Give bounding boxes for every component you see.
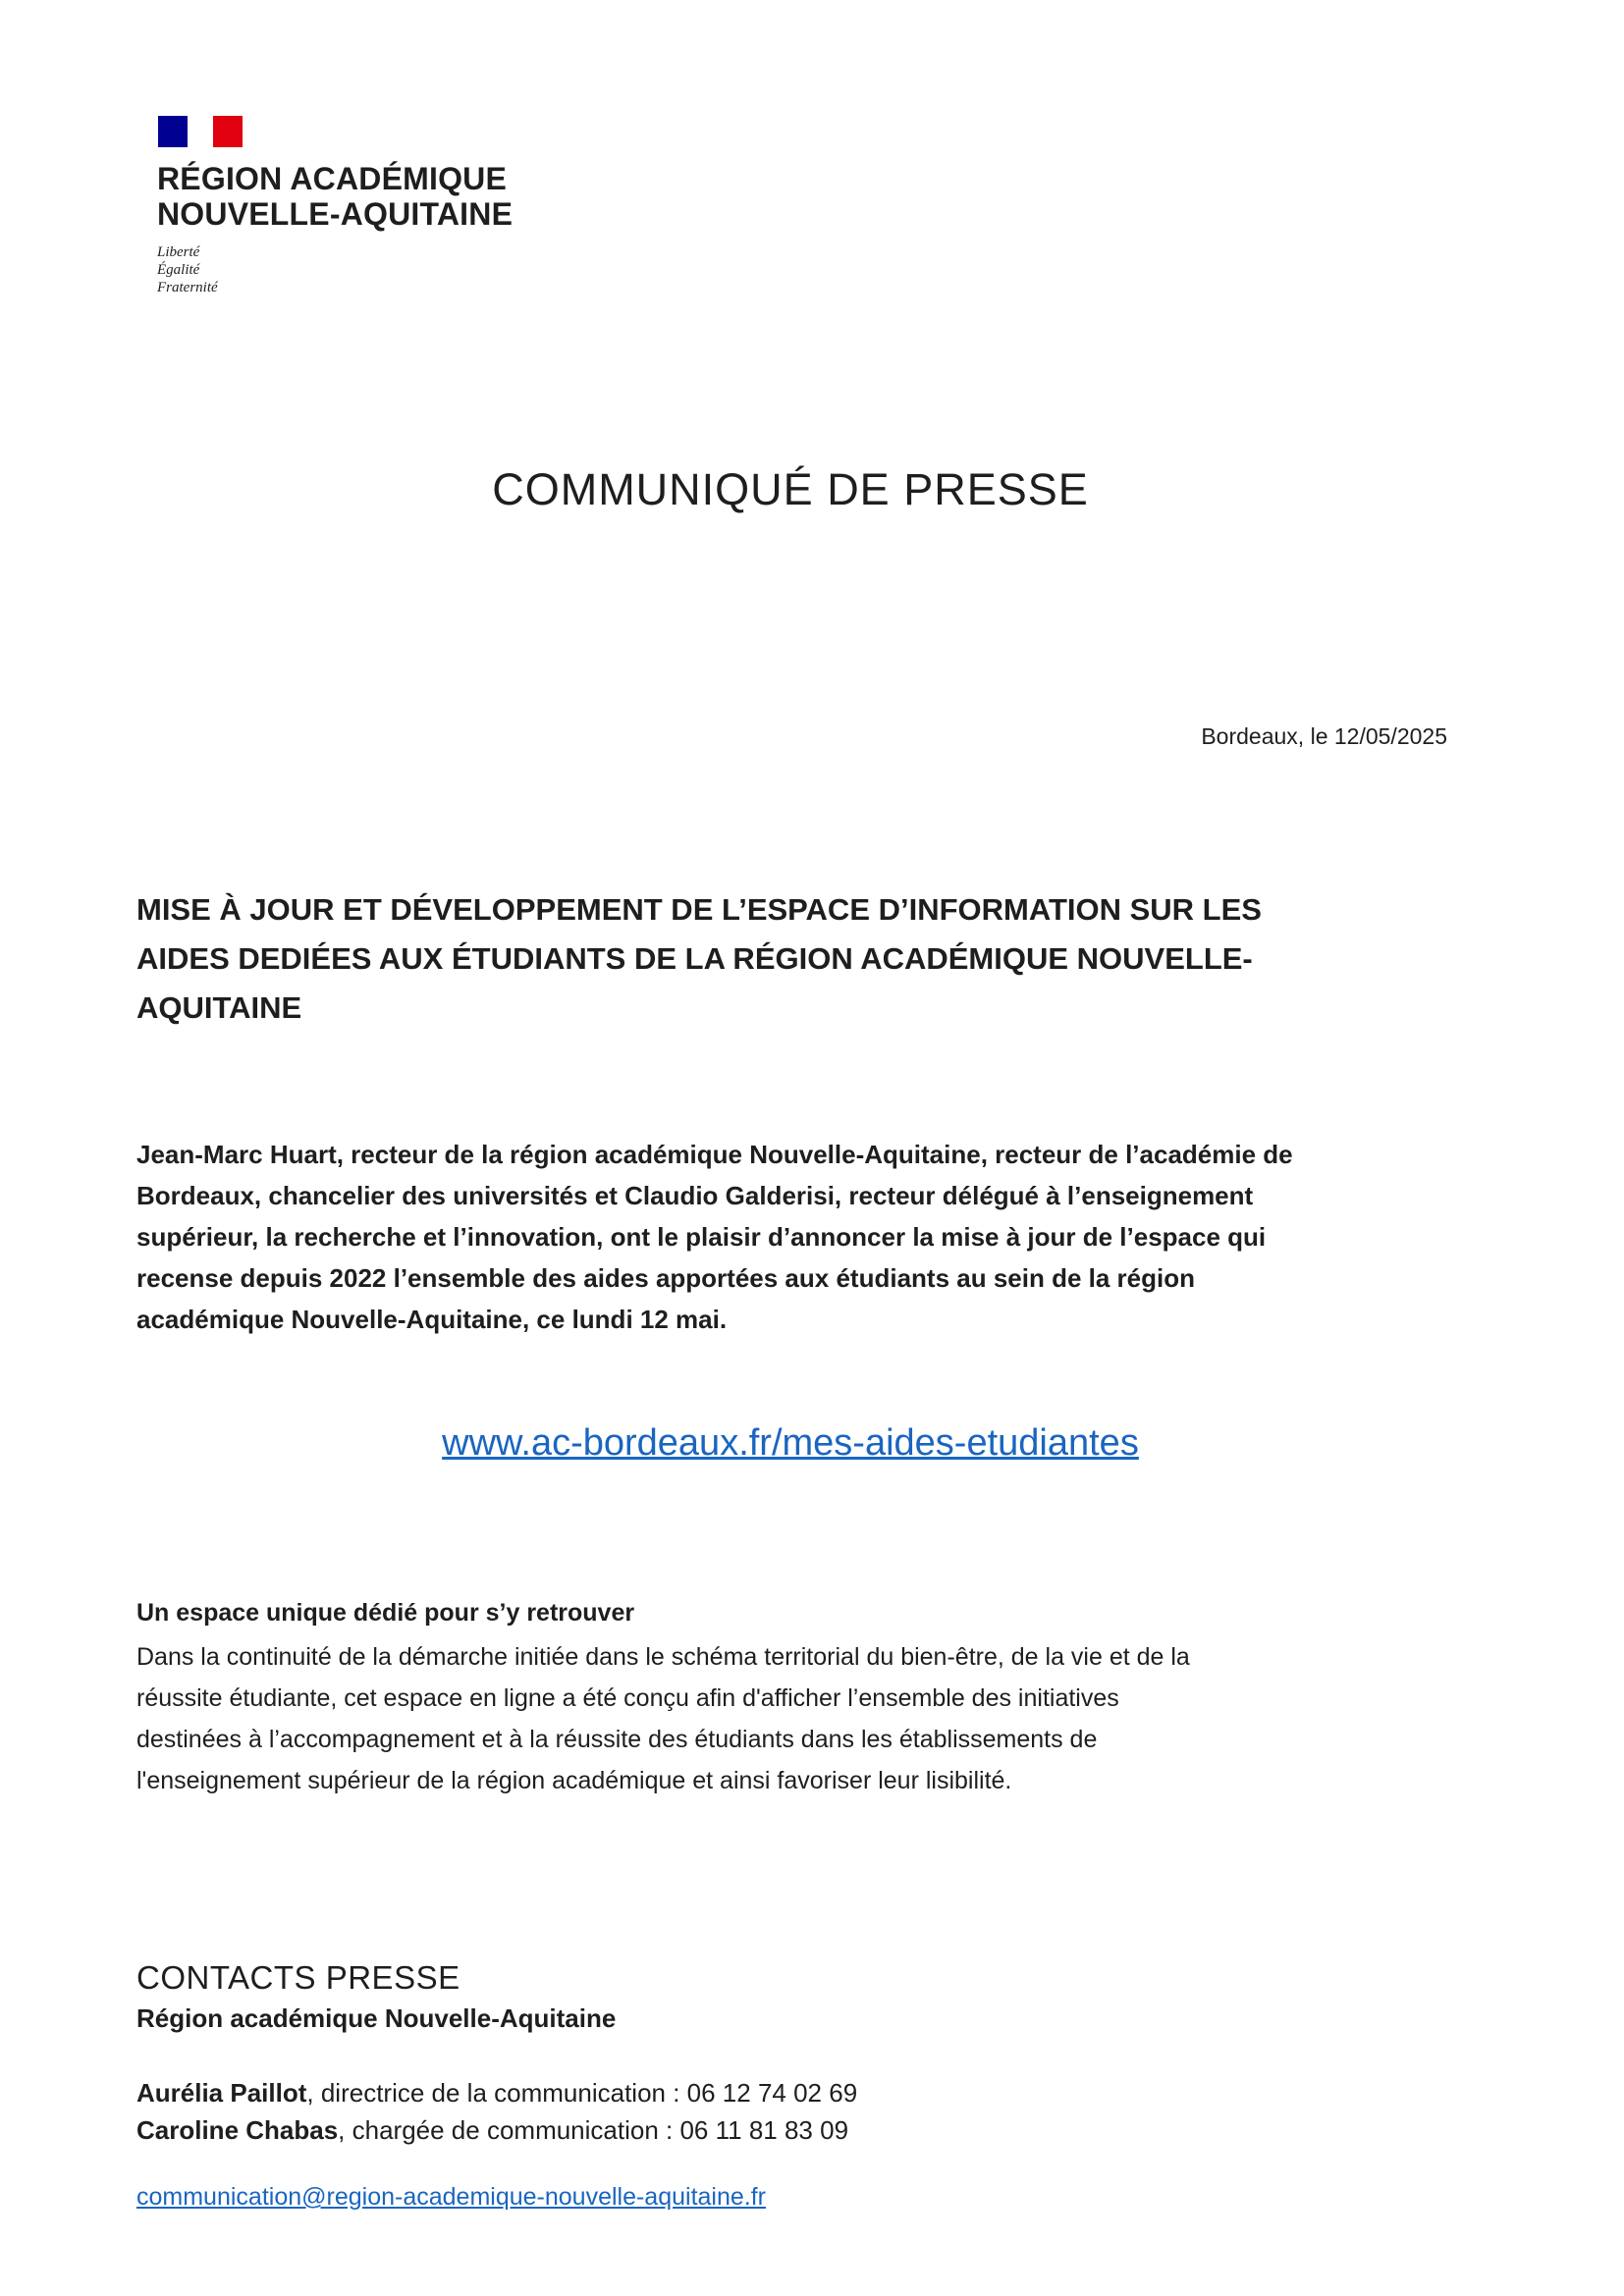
motto-line: Égalité [157, 262, 200, 278]
contact-detail: , directrice de la communication : 06 12 74 02 69 [306, 2078, 858, 2108]
section-body-line: l'enseignement supérieur de la région académique et ainsi favoriser leur lisibilité. [136, 1767, 1012, 1794]
motto-line: Liberté [157, 244, 200, 260]
intro-line: Jean-Marc Huart, recteur de la région académique Nouvelle-Aquitaine, recteur de l’académie de [136, 1140, 1293, 1169]
aides-etudiantes-link[interactable]: www.ac-bordeaux.fr/mes-aides-etudiantes [442, 1422, 1139, 1464]
contacts-heading: CONTACTS PRESSE [136, 1959, 460, 1996]
contact-entry [136, 2115, 848, 2146]
section-body [136, 1636, 1462, 1801]
intro-line: recense depuis 2022 l’ensemble des aides apportées aux étudiants au sein de la région [136, 1263, 1195, 1293]
headline-line: AQUITAINE [136, 990, 302, 1025]
flag-red-band [213, 116, 243, 147]
section-body-line: destinées à l’accompagnement et à la réussite des étudiants dans les établissements de [136, 1726, 1098, 1753]
flag-white-band [188, 116, 213, 147]
section-title: Un espace unique dédié pour s’y retrouver [136, 1599, 635, 1627]
headline [136, 885, 1442, 1033]
date-line: Bordeaux, le 12/05/2025 [1201, 723, 1447, 749]
intro-paragraph [136, 1134, 1442, 1340]
headline-line: MISE À JOUR ET DÉVELOPPEMENT DE L’ESPACE D’INFORMATION SUR LES [136, 892, 1262, 927]
institution-name-line: RÉGION ACADÉMIQUE [157, 161, 508, 196]
institution-name [157, 161, 589, 232]
institution-logo [157, 116, 589, 296]
contact-detail: , chargée de communication : 06 11 81 83 09 [338, 2115, 849, 2145]
contact-name: Caroline Chabas [136, 2115, 339, 2145]
headline-line: AIDES DEDIÉES AUX ÉTUDIANTS DE LA RÉGION ACADÉMIQUE NOUVELLE- [136, 941, 1253, 976]
motto-line: Fraternité [157, 280, 218, 295]
republic-motto [157, 243, 589, 296]
institution-name-line: NOUVELLE-AQUITAINE [157, 196, 514, 232]
press-email-link[interactable]: communication@region-academique-nouvelle-aquitaine.fr [136, 2183, 767, 2211]
intro-line: académique Nouvelle-Aquitaine, ce lundi 12 mai. [136, 1305, 728, 1334]
section-body-line: Dans la continuité de la démarche initiée dans le schéma territorial du bien-être, de la vie et de la [136, 1643, 1190, 1671]
section-body-line: réussite étudiante, cet espace en ligne a été conçu afin d'afficher l’ensemble des initiatives [136, 1684, 1119, 1712]
intro-line: Bordeaux, chancelier des universités et Claudio Galderisi, recteur délégué à l’enseignement [136, 1181, 1254, 1210]
document-title: COMMUNIQUÉ DE PRESSE [492, 464, 1089, 514]
contacts-organization: Région académique Nouvelle-Aquitaine [136, 2003, 617, 2033]
flag-blue-band [158, 116, 188, 147]
contact-entry [136, 2078, 857, 2109]
intro-line: supérieur, la recherche et l’innovation, ont le plaisir d’annoncer la mise à jour de l’espace qui [136, 1222, 1267, 1252]
french-flag-icon [158, 116, 243, 147]
contact-name: Aurélia Paillot [136, 2078, 307, 2108]
